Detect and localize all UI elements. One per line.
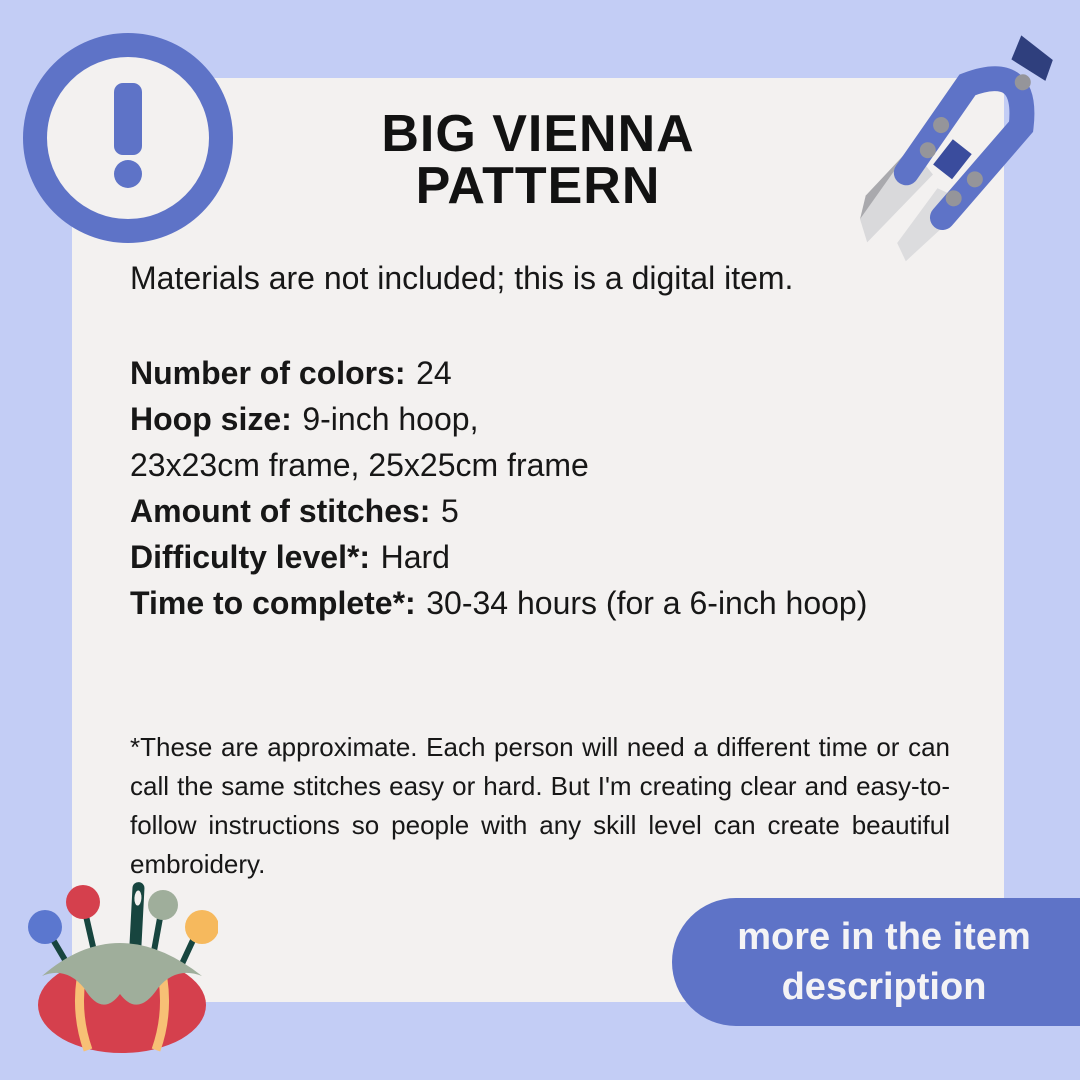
- spec-label: Number of colors:: [130, 355, 406, 391]
- spec-label: Difficulty level*:: [130, 539, 371, 575]
- pin-head-sage: [148, 890, 178, 920]
- thread-snips-icon: [820, 15, 1080, 275]
- more-info-button-line-2: description: [781, 966, 987, 1008]
- page-title-line-2: PATTERN: [415, 157, 661, 215]
- spec-value: 24: [416, 355, 452, 391]
- pin-head-blue: [28, 910, 62, 944]
- exclamation-icon: [23, 33, 233, 243]
- spec-value: Hard: [380, 539, 450, 575]
- footnote-text: *These are approximate. Each person will need a different time or can call the same stitches easy or hard. But I'm creating clear and easy-to-follow instructions so people with any skill level can create beautiful embroidery.: [130, 732, 950, 879]
- more-info-button-line-1: more in the item: [737, 915, 1031, 958]
- spec-row: [130, 396, 950, 442]
- pincushion-icon: [18, 870, 218, 1055]
- intro-text: Materials are not included; this is a digital item.: [130, 260, 794, 296]
- spec-row: [130, 580, 950, 626]
- page-title-line-1: BIG VIENNA: [381, 105, 695, 163]
- spec-value: 23x23cm frame, 25x25cm frame: [130, 447, 589, 483]
- spec-value: 9-inch hoop,: [302, 401, 479, 437]
- spec-row: [130, 488, 950, 534]
- spec-label: Hoop size:: [130, 401, 292, 437]
- spec-row: [130, 350, 950, 396]
- spec-label: Time to complete*:: [130, 585, 416, 621]
- pin-head-red: [66, 885, 100, 919]
- spec-row: [130, 442, 950, 488]
- pin-head-yellow: [185, 910, 218, 944]
- more-info-button[interactable]: [672, 898, 1080, 1026]
- spec-list: [130, 350, 950, 626]
- spec-value: 30-34 hours (for a 6-inch hoop): [426, 585, 868, 621]
- spec-value: 5: [440, 493, 459, 529]
- spec-label: Amount of stitches:: [130, 493, 431, 529]
- spec-row: [130, 534, 950, 580]
